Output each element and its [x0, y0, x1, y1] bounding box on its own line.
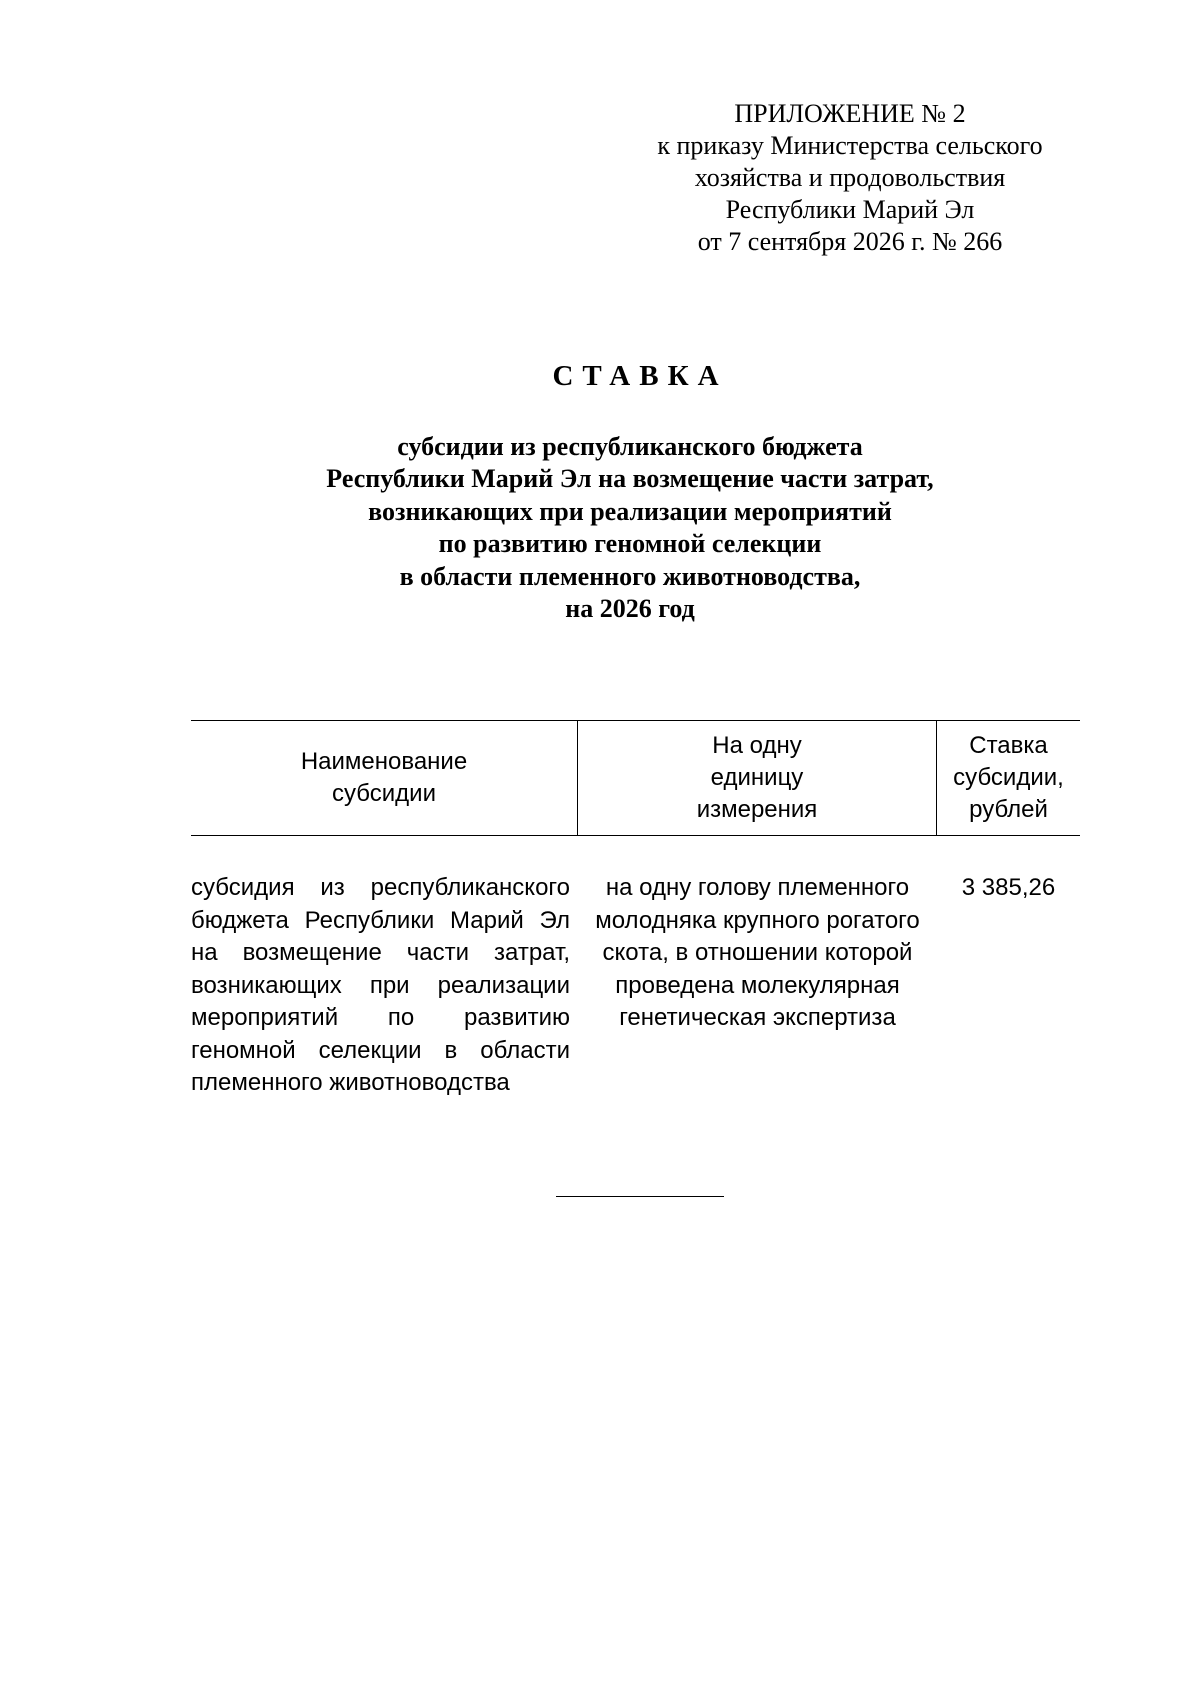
cell-rate: 3 385,26	[961, 874, 1056, 901]
subtitle-line: на 2026 год	[565, 594, 695, 624]
appendix-republic-line: Республики Марий Эл	[725, 195, 975, 224]
closing-divider	[556, 1196, 724, 1197]
subtitle-line: субсидии из республиканского бюджета	[397, 432, 863, 461]
header-subsidy-name-text: Наименование субсидии	[300, 748, 468, 807]
cell-subsidy-name: субсидия из республиканского бюджета Республики Марий Эл на возмещение части затрат, возникающих при реализации мероприятий по развитию геномной селекции в области племенного животноводства	[191, 874, 570, 1096]
header-unit-text: На одну единицу измерения	[696, 732, 818, 823]
header-rate	[937, 721, 1080, 835]
header-subsidy-name	[191, 721, 578, 835]
subtitle-line: Республики Марий Эл на возмещение части затрат,	[326, 464, 934, 494]
appendix-block	[600, 98, 1100, 258]
subtitle-line: в области племенного животноводства,	[399, 561, 861, 591]
appendix-date-line: от 7 сентября 2026 г. № 266	[697, 227, 1003, 256]
subsidy-rate-table	[191, 720, 1080, 1100]
header-unit	[578, 721, 937, 835]
subtitle-line: возникающих при реализации мероприятий	[368, 496, 892, 526]
appendix-label: ПРИЛОЖЕНИЕ № 2	[734, 99, 966, 128]
document-title: СТАВКА	[552, 360, 728, 392]
table-row	[191, 872, 1080, 1100]
document-subtitle	[180, 431, 1080, 625]
header-rate-text: Ставка субсидии, рублей	[953, 732, 1064, 823]
subtitle-line: по развитию геномной селекции	[438, 529, 822, 559]
cell-unit: на одну голову племенного молодняка крупного рогатого скота, в отношении которой проведена молекулярная генетическая экспертиза	[595, 874, 920, 1031]
appendix-ministry-line: хозяйства и продовольствия	[694, 163, 1006, 192]
appendix-order-line: к приказу Министерства сельского	[657, 131, 1043, 160]
table-header-row	[191, 720, 1080, 836]
